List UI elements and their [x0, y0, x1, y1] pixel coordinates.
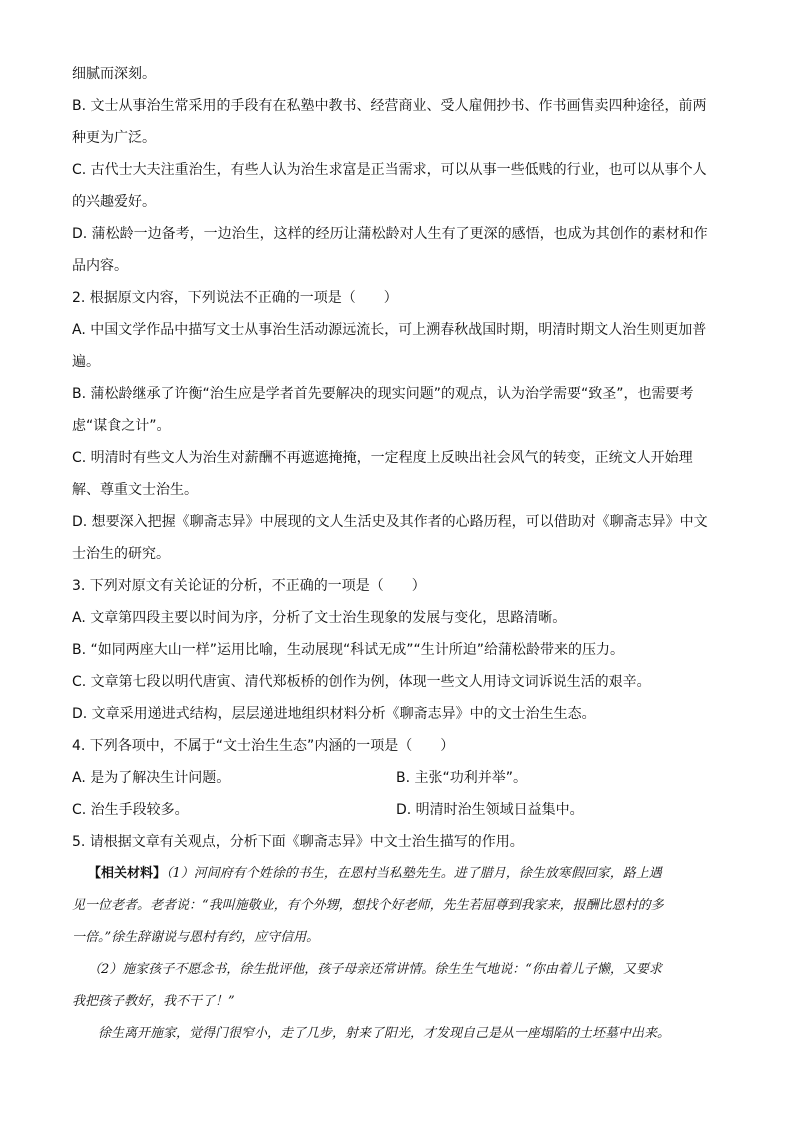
- text-line: B. 蒲松龄继承了许衡“治生应是学者首先要解决的现实问题”的观点，认为治学需要“致圣”，也需要考: [72, 386, 694, 402]
- q4-option-a: A. 是为了解决生计问题。: [72, 770, 231, 786]
- material-line: 见一位老者。老者说：“我叫施敬业，有个外甥，想找个好老师，先生若屈尊到我家来，报酬比恩村的多: [72, 898, 664, 913]
- question-5-stem: 5. 请根据文章有关观点，分析下面《聊斋志异》中文士治生描写的作用。: [72, 834, 524, 850]
- material-line: （2）施家孩子不愿念书，徐生批评他，孩子母亲还常讲情。徐生生气地说：“你由着儿子懒，又要求: [88, 962, 662, 977]
- text-line: C. 古代士大夫注重治生，有些人认为治生求富是正当需求，可以从事一些低贱的行业，也可以从事个人: [72, 162, 707, 178]
- text-line: C. 文章第七段以明代唐寅、清代郑板桥的创作为例，体现一些文人用诗文词诉说生活的艰辛。: [72, 674, 651, 690]
- text-line: 士治生的研究。: [72, 546, 170, 562]
- text-line: 品内容。: [72, 258, 128, 274]
- text-line: C. 明清时有些文人为治生对薪酬不再遮遮掩掩，一定程度上反映出社会风气的转变，正统文人开始理: [72, 450, 693, 466]
- text-line: 虑“谋食之计”。: [72, 418, 171, 434]
- text-line: 遍。: [72, 354, 100, 370]
- text-line: D. 蒲松龄一边备考，一边治生，这样的经历让蒲松龄对人生有了更深的感悟，也成为其创作的素材和作: [72, 226, 708, 242]
- question-2-stem: 2. 根据原文内容，下列说法不正确的一项是（ ）: [72, 290, 398, 306]
- material-tag: 【相关材料】: [88, 866, 167, 881]
- text-line: D. 文章采用递进式结构，层层递进地组织材料分析《聊斋志异》中的文士治生生态。: [72, 706, 596, 722]
- text-line: A. 文章第四段主要以时间为序，分析了文士治生现象的发展与变化，思路清晰。: [72, 610, 567, 626]
- text-line: B. 文士从事治生常采用的手段有在私塾中教书、经营商业、受人雇佣抄书、作书画售卖四种途径，前两: [72, 98, 707, 114]
- material-line: 【相关材料】（1）河间府有个姓徐的书生，在恩村当私塾先生。进了腊月，徐生放寒假回家，路上遇: [88, 866, 662, 881]
- material-line: 我把孩子教好，我不干了！”: [72, 994, 235, 1009]
- question-4-stem: 4. 下列各项中，不属于“文士治生生态”内涵的一项是（ ）: [72, 738, 455, 754]
- q4-option-b: B. 主张“功利并举”。: [396, 770, 528, 786]
- text-line: D. 想要深入把握《聊斋志异》中展现的文人生活史及其作者的心路历程，可以借助对《聊斋志异》中文: [72, 514, 708, 530]
- text-line: 细腻而深刻。: [72, 66, 156, 82]
- q4-option-c: C. 治生手段较多。: [72, 802, 189, 818]
- text-line: A. 中国文学作品中描写文士从事治生活动源远流长，可上溯春秋战国时期，明清时期文人治生则更加普: [72, 322, 707, 338]
- text-line: 的兴趣爱好。: [72, 194, 156, 210]
- material-line: 一倍。”徐生辞谢说与恩村有约，应守信用。: [72, 930, 320, 945]
- q4-option-d: D. 明清时治生领域日益集中。: [396, 802, 584, 818]
- text-line: 种更为广泛。: [72, 130, 156, 146]
- material-line: 徐生离开施家，觉得门很窄小，走了几步，射来了阳光，才发现自己是从一座塌陷的土坯墓中出来。: [98, 1026, 671, 1041]
- text-line: 解、尊重文士治生。: [72, 482, 198, 498]
- question-3-stem: 3. 下列对原文有关论证的分析，不正确的一项是（ ）: [72, 578, 426, 594]
- text-line: B. “如同两座大山一样”运用比喻，生动展现“科试无成”“生计所迫”给蒲松龄带来的压力。: [72, 642, 625, 658]
